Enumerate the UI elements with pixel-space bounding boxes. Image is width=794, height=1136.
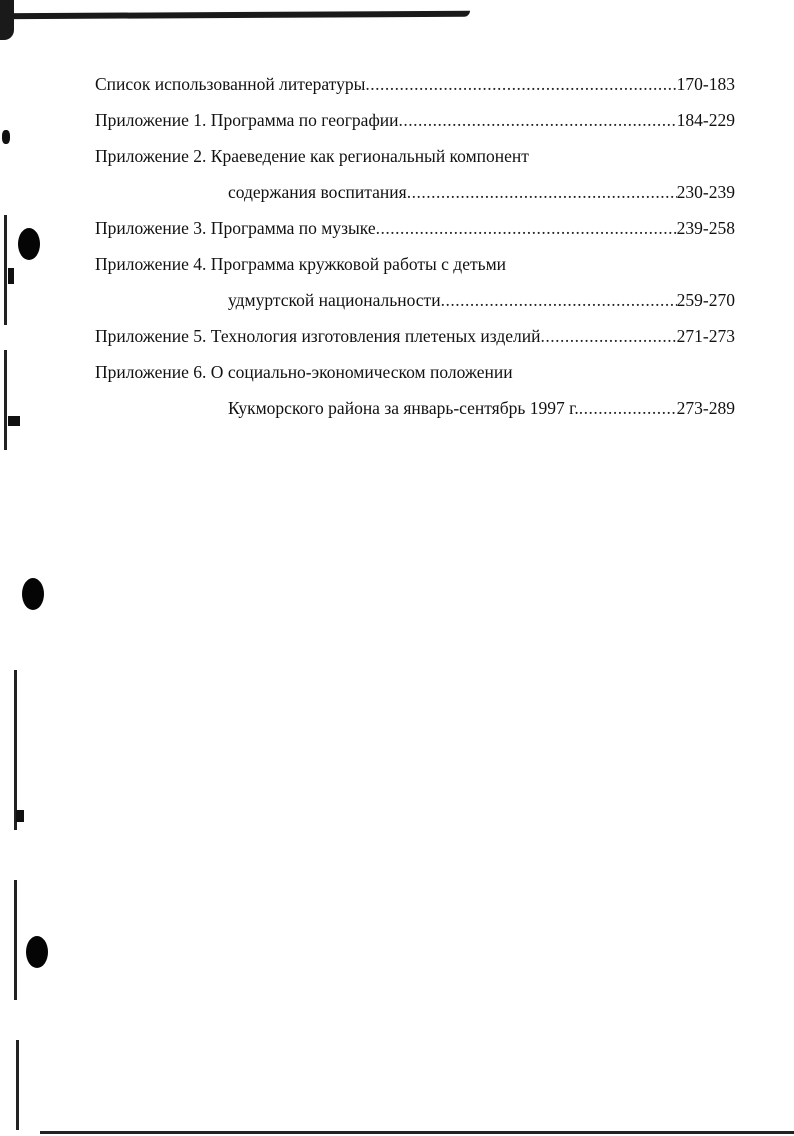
- toc-entry-continuation: [95, 390, 735, 426]
- toc-entry: [95, 354, 735, 390]
- scan-edge-left: [16, 1040, 19, 1130]
- toc-entry-pages: 239-258: [676, 218, 735, 238]
- scan-speck: [8, 268, 14, 284]
- toc-leader-dots: [540, 318, 676, 354]
- toc-entry-label: Приложение 2. Краеведение как региональный компонент: [95, 146, 529, 166]
- toc-leader-dots: [399, 102, 677, 138]
- toc-entry-label: Приложение 6. О социально-экономическом положении: [95, 362, 513, 382]
- toc-entry-label: Приложение 5. Технология изготовления плетеных изделий: [95, 326, 541, 346]
- toc-leader-dots: [365, 66, 676, 102]
- scan-edge-left: [4, 350, 7, 450]
- scan-speck: [2, 130, 10, 144]
- toc-entry-label: Приложение 1. Программа по географии: [95, 110, 399, 130]
- table-of-contents: [95, 66, 735, 426]
- toc-entry: [95, 66, 735, 102]
- toc-leader-dots: [441, 282, 677, 318]
- scan-edge-left: [14, 670, 17, 830]
- punch-hole: [26, 936, 48, 968]
- toc-entry-pages: 230-239: [676, 182, 735, 202]
- toc-leader-dots: [407, 174, 677, 210]
- toc-entry-continuation: [95, 174, 735, 210]
- toc-leader-dots: [376, 210, 677, 246]
- toc-entry-label: Приложение 4. Программа кружковой работы с детьми: [95, 254, 507, 274]
- scan-edge-top: [0, 11, 470, 19]
- toc-entry-label: Приложение 3. Программа по музыке: [95, 218, 376, 238]
- scan-edge-left: [4, 215, 7, 325]
- punch-hole: [18, 228, 40, 260]
- toc-entry-pages: 184-229: [676, 110, 735, 130]
- toc-entry: [95, 210, 735, 246]
- toc-entry-pages: 170-183: [676, 74, 735, 94]
- toc-leader-dots: [579, 390, 677, 426]
- toc-entry: [95, 246, 735, 282]
- scan-speck: [16, 810, 24, 822]
- toc-entry-continuation-label: Кукморского района за январь-сентябрь 1997 г.: [228, 398, 579, 418]
- toc-entry-pages: 271-273: [676, 326, 735, 346]
- toc-entry: [95, 318, 735, 354]
- toc-entry-continuation: [95, 282, 735, 318]
- toc-entry: [95, 138, 735, 174]
- punch-hole: [22, 578, 44, 610]
- toc-entry-continuation-label: удмуртской национальности: [228, 290, 441, 310]
- scan-speck: [8, 416, 20, 426]
- scan-edge-corner: [0, 0, 14, 40]
- toc-entry: [95, 102, 735, 138]
- scan-edge-left: [14, 880, 17, 1000]
- scan-edge-bottom: [40, 1131, 794, 1134]
- toc-entry-pages: 273-289: [676, 398, 735, 418]
- toc-entry-label: Список использованной литературы: [95, 74, 366, 94]
- toc-entry-continuation-label: содержания воспитания: [228, 182, 407, 202]
- toc-entry-pages: 259-270: [676, 290, 735, 310]
